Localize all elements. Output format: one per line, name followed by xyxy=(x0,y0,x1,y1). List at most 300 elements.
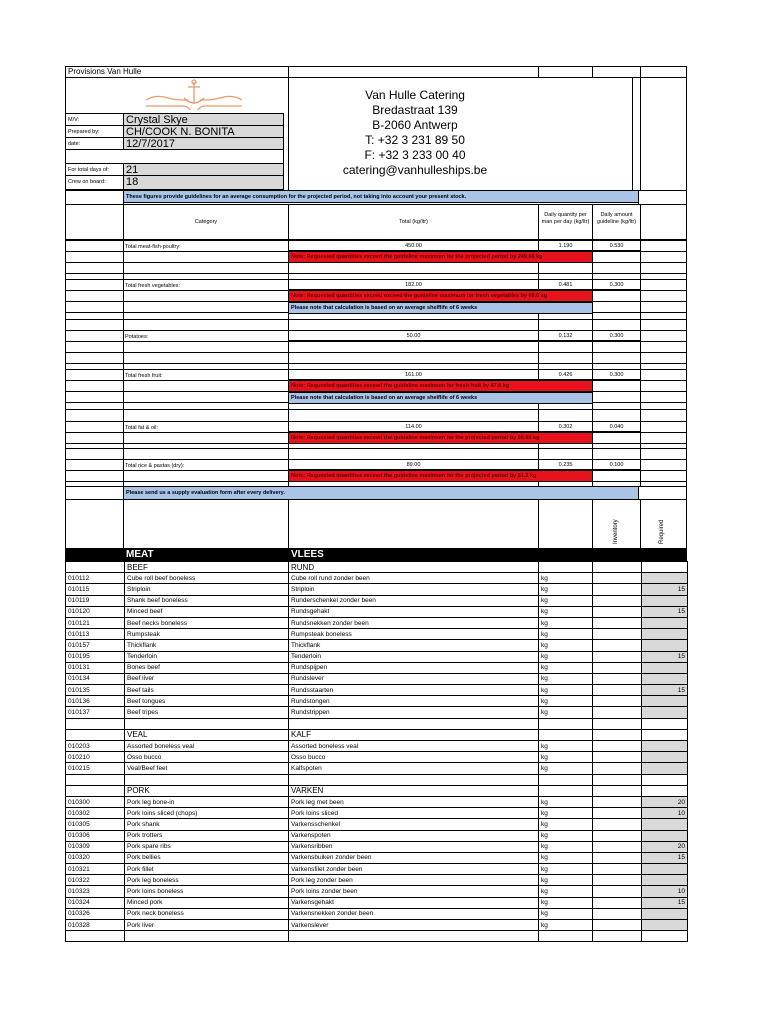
item-unit: kg xyxy=(539,886,593,897)
item-name-nl: Pork leg zonder been xyxy=(289,875,539,886)
inventory-input[interactable] xyxy=(593,696,642,707)
table-row xyxy=(66,707,688,718)
inventory-input[interactable] xyxy=(593,864,642,875)
guideline-label: Total rice & pastas (dry): xyxy=(125,463,185,469)
empty-cell xyxy=(539,718,593,729)
guideline-guide: 0.300 xyxy=(592,279,641,290)
item-unit: kg xyxy=(539,841,593,852)
table-row xyxy=(66,629,688,640)
item-name-nl: Pork loins zonder been xyxy=(289,886,539,897)
item-unit: kg xyxy=(539,595,593,606)
item-unit: kg xyxy=(539,752,593,763)
empty-cell xyxy=(642,931,688,942)
item-name-en: Pork leg bone-in xyxy=(125,796,289,807)
section-inv xyxy=(593,729,642,740)
inventory-input[interactable] xyxy=(593,908,642,919)
inventory-input[interactable] xyxy=(593,707,642,718)
item-name-nl: Runderschenkel zonder been xyxy=(289,595,539,606)
guideline-daily: 0.481 xyxy=(538,279,593,290)
inventory-input[interactable] xyxy=(593,584,642,595)
required-input[interactable]: 15 xyxy=(642,651,688,662)
table-row xyxy=(66,584,688,595)
col-daily-qty: Daily quantity per man per day (kg/ltr) xyxy=(538,204,593,240)
address-line-1: Van Hulle Catering xyxy=(365,88,465,102)
date-value[interactable]: 12/7/2017 xyxy=(123,137,284,150)
required-header xyxy=(640,499,687,549)
address-line-2: Bredastraat 139 xyxy=(372,103,458,117)
item-name-nl: Varkensgehakt xyxy=(289,897,539,908)
inventory-input[interactable] xyxy=(593,685,642,696)
item-unit: kg xyxy=(539,819,593,830)
item-name-nl: Rundsstaarten xyxy=(289,685,539,696)
guideline-right-blank xyxy=(638,190,687,205)
guideline-warning: Note: Requested quantities exceed the guideline maximum for fresh fruit by 47.6 kg xyxy=(288,380,593,392)
empty-cell xyxy=(289,931,539,942)
spacer-row xyxy=(66,718,688,729)
meat-title-en: MEAT xyxy=(126,549,154,560)
section-code xyxy=(66,729,125,740)
item-name-nl: Varkensnekken zonder been xyxy=(289,908,539,919)
inventory-input[interactable] xyxy=(593,662,642,673)
section-title-nl: VARKEN xyxy=(289,785,539,796)
section-inv xyxy=(593,785,642,796)
guideline-label: Potatoes: xyxy=(125,334,149,340)
section-code xyxy=(66,785,125,796)
item-name-en: Pork trotters xyxy=(125,830,289,841)
guideline-intro: These figures provide guidelines for an average consumption for the projected period, not taking into account your present stock. xyxy=(123,190,639,203)
section-header xyxy=(66,562,688,573)
item-name-nl: Osso bucco xyxy=(289,752,539,763)
item-name-nl: Varkensfilet zonder been xyxy=(289,864,539,875)
item-unit: kg xyxy=(539,763,593,774)
guideline-label: Total meat-fish-poultry: xyxy=(125,244,181,250)
inventory-input[interactable] xyxy=(593,573,642,584)
required-input[interactable]: 15 xyxy=(642,852,688,863)
item-unit: kg xyxy=(539,908,593,919)
table-row xyxy=(66,640,688,651)
item-unit: kg xyxy=(539,617,593,628)
item-code: 010322 xyxy=(66,875,125,886)
inventory-input[interactable] xyxy=(593,763,642,774)
item-name-nl: Varkensribben xyxy=(289,841,539,852)
item-code: 010215 xyxy=(66,763,125,774)
item-code: 010121 xyxy=(66,617,125,628)
item-name-en: Pork bellies xyxy=(125,852,289,863)
address-frame xyxy=(288,77,633,191)
item-code: 010195 xyxy=(66,651,125,662)
section-title-en: BEEF xyxy=(125,562,289,573)
gh-blank xyxy=(65,204,124,240)
empty-cell xyxy=(289,718,539,729)
table-row xyxy=(66,830,688,841)
item-name-nl: Varkensschenkel xyxy=(289,819,539,830)
address-line-3: B-2060 Antwerp xyxy=(372,118,458,132)
item-code: 010112 xyxy=(66,573,125,584)
section-code xyxy=(66,562,125,573)
table-row xyxy=(66,908,688,919)
invhdr-3 xyxy=(288,499,539,549)
guideline-daily: 0.426 xyxy=(538,369,593,380)
table-row xyxy=(66,763,688,774)
item-unit: kg xyxy=(539,796,593,807)
address-line-4: T: +32 3 231 89 50 xyxy=(365,133,465,147)
section-inv xyxy=(593,562,642,573)
item-name-nl: Assorted boneless veal xyxy=(289,741,539,752)
item-name-nl: Thickflank xyxy=(289,640,539,651)
meat-bar xyxy=(65,548,687,561)
item-name-nl: Varkensbuiken zonder been xyxy=(289,852,539,863)
item-unit: kg xyxy=(539,897,593,908)
guideline-total: 50.00 xyxy=(288,330,539,341)
empty-cell xyxy=(125,931,289,942)
item-code: 010135 xyxy=(66,685,125,696)
table-row xyxy=(66,796,688,807)
item-name-en: Shank beef boneless xyxy=(125,595,289,606)
inventory-input[interactable] xyxy=(593,595,642,606)
table-row xyxy=(66,808,688,819)
guideline-total: 114.00 xyxy=(288,421,539,432)
col-total: Total (kg/ltr) xyxy=(288,204,539,240)
col-category: Category xyxy=(123,204,289,240)
item-code: 010326 xyxy=(66,908,125,919)
item-code: 010136 xyxy=(66,696,125,707)
inventory-input[interactable] xyxy=(593,808,642,819)
required-input[interactable]: 15 xyxy=(642,897,688,908)
invhdr-1 xyxy=(65,499,124,549)
required-input[interactable] xyxy=(642,920,688,931)
item-name-nl: Cube roll rund zonder been xyxy=(289,573,539,584)
item-name-en: Beef liver xyxy=(125,673,289,684)
inventory-label: Inventory xyxy=(613,519,619,544)
inventory-input[interactable] xyxy=(593,752,642,763)
inventory-input[interactable] xyxy=(593,606,642,617)
blank-info-row xyxy=(65,149,284,164)
item-unit: kg xyxy=(539,852,593,863)
item-code: 010115 xyxy=(66,584,125,595)
guideline-guide: 0.100 xyxy=(592,459,641,470)
required-input[interactable] xyxy=(642,707,688,718)
section-title-nl: RUND xyxy=(289,562,539,573)
required-input[interactable] xyxy=(642,595,688,606)
section-title-en: PORK xyxy=(125,785,289,796)
col-daily-amt: Daily amount guideline (kg/ltr) xyxy=(592,204,641,240)
inventory-input[interactable] xyxy=(593,629,642,640)
table-row xyxy=(66,741,688,752)
inventory-input[interactable] xyxy=(593,651,642,662)
empty-cell xyxy=(593,718,642,729)
inventory-input[interactable] xyxy=(593,852,642,863)
item-name-nl: Tenderloin xyxy=(289,651,539,662)
required-label: Required xyxy=(659,519,665,544)
item-name-nl: Rundspijpen xyxy=(289,662,539,673)
item-name-en: Pork spare ribs xyxy=(125,841,289,852)
meat-title-nl: VLEES xyxy=(291,549,324,560)
prepared-label: Prepared by: xyxy=(65,125,124,138)
empty-cell xyxy=(642,774,688,785)
table-row xyxy=(66,696,688,707)
table-row xyxy=(66,875,688,886)
prepared-value[interactable]: CH/COOK N. BONITA xyxy=(123,125,284,138)
inventory-input[interactable] xyxy=(593,920,642,931)
required-input[interactable] xyxy=(642,908,688,919)
guideline-total: 89.00 xyxy=(288,459,539,470)
item-name-nl: Kalfspoten xyxy=(289,763,539,774)
item-code: 010321 xyxy=(66,864,125,875)
item-unit: kg xyxy=(539,808,593,819)
item-name-en: Assorted boneless veal xyxy=(125,741,289,752)
required-input[interactable] xyxy=(642,573,688,584)
guideline-guide: 0.040 xyxy=(592,421,641,432)
required-input[interactable] xyxy=(642,864,688,875)
invhdr-2 xyxy=(123,499,289,549)
required-input[interactable] xyxy=(642,830,688,841)
empty-cell xyxy=(66,718,125,729)
guideline-label: Total fresh fruit: xyxy=(125,373,163,379)
item-name-nl: Striploin xyxy=(289,584,539,595)
item-code: 010309 xyxy=(66,841,125,852)
inventory-input[interactable] xyxy=(593,897,642,908)
section-title-en: VEAL xyxy=(125,729,289,740)
table-row xyxy=(66,897,688,908)
required-input[interactable]: 15 xyxy=(642,685,688,696)
required-input[interactable]: 20 xyxy=(642,796,688,807)
table-row xyxy=(66,673,688,684)
item-unit: kg xyxy=(539,920,593,931)
inventory-header xyxy=(592,499,641,549)
guideline-warning: Note: Requested quantities exceed exceed the guideline maximum for fresh vegetables by 68.6 kg xyxy=(288,290,593,302)
item-unit: kg xyxy=(539,662,593,673)
item-name-en: Thickflank xyxy=(125,640,289,651)
header-right-frame xyxy=(640,77,687,191)
inventory-input[interactable] xyxy=(593,875,642,886)
item-code: 010119 xyxy=(66,595,125,606)
item-name-en: Osso bucco xyxy=(125,752,289,763)
item-code: 010137 xyxy=(66,707,125,718)
empty-cell xyxy=(642,718,688,729)
table-row xyxy=(66,864,688,875)
table-row xyxy=(66,606,688,617)
item-name-en: Pork neck boneless xyxy=(125,908,289,919)
item-unit: kg xyxy=(539,864,593,875)
item-unit: kg xyxy=(539,741,593,752)
item-unit: kg xyxy=(539,685,593,696)
empty-cell xyxy=(539,931,593,942)
item-name-en: Pork loins boneless xyxy=(125,886,289,897)
guideline-guide: 0.530 xyxy=(592,240,641,251)
table-row xyxy=(66,752,688,763)
item-name-en: Tenderloin xyxy=(125,651,289,662)
table-row xyxy=(66,920,688,931)
table-row xyxy=(66,819,688,830)
table-row xyxy=(66,852,688,863)
item-unit: kg xyxy=(539,640,593,651)
guideline-total: 182.00 xyxy=(288,279,539,290)
required-input[interactable]: 10 xyxy=(642,886,688,897)
item-name-nl: Varkenspoten xyxy=(289,830,539,841)
required-input[interactable] xyxy=(642,662,688,673)
inventory-input[interactable] xyxy=(593,640,642,651)
item-code: 010210 xyxy=(66,752,125,763)
crew-label: Crew on board: xyxy=(65,175,124,190)
section-unit xyxy=(539,729,593,740)
empty-cell xyxy=(593,931,642,942)
gh-right xyxy=(640,204,687,240)
item-name-nl: Rumpsteak boneless xyxy=(289,629,539,640)
item-code: 010306 xyxy=(66,830,125,841)
item-unit: kg xyxy=(539,606,593,617)
crew-value[interactable]: 18 xyxy=(123,175,284,190)
item-name-nl: Rundslever xyxy=(289,673,539,684)
section-req xyxy=(642,729,688,740)
item-name-en: Cube roll beef boneless xyxy=(125,573,289,584)
guideline-label: Total fat & oil: xyxy=(125,425,159,431)
inventory-input[interactable] xyxy=(593,886,642,897)
item-name-en: Beef tails xyxy=(125,685,289,696)
item-code: 010305 xyxy=(66,819,125,830)
item-name-en: Pork liver xyxy=(125,920,289,931)
item-code: 010323 xyxy=(66,886,125,897)
date-label: date: xyxy=(65,137,124,150)
required-input[interactable] xyxy=(642,875,688,886)
guideline-guide: 0.300 xyxy=(592,369,641,380)
empty-cell xyxy=(539,774,593,785)
guideline-daily: 1.190 xyxy=(538,240,593,251)
inventory-input[interactable] xyxy=(593,830,642,841)
item-code: 010320 xyxy=(66,852,125,863)
guideline-daily: 0.235 xyxy=(538,459,593,470)
item-name-en: Beef tongues xyxy=(125,696,289,707)
section-title-nl: KALF xyxy=(289,729,539,740)
items-table xyxy=(65,561,688,942)
required-input[interactable] xyxy=(642,741,688,752)
table-row xyxy=(66,841,688,852)
inventory-input[interactable] xyxy=(593,796,642,807)
required-input[interactable] xyxy=(642,673,688,684)
empty-cell xyxy=(593,774,642,785)
item-code: 010300 xyxy=(66,796,125,807)
item-name-en: Minced pork xyxy=(125,897,289,908)
table-row xyxy=(66,685,688,696)
guideline-total: 450.00 xyxy=(288,240,539,251)
item-name-en: Beef tripes xyxy=(125,707,289,718)
item-code: 010113 xyxy=(66,629,125,640)
empty-cell xyxy=(125,718,289,729)
mv-value[interactable]: Crystal Skye xyxy=(123,113,284,126)
days-value[interactable]: 21 xyxy=(123,163,284,176)
spacer-row xyxy=(66,931,688,942)
empty-cell xyxy=(289,774,539,785)
item-name-en: Pork fillet xyxy=(125,864,289,875)
item-name-en: Striploin xyxy=(125,584,289,595)
guideline-warning: Note: Requested quantities exceed the guideline maximum for the projected period by 98.88 kg xyxy=(288,432,593,444)
inventory-input[interactable] xyxy=(593,673,642,684)
required-input[interactable]: 20 xyxy=(642,841,688,852)
required-input[interactable] xyxy=(642,819,688,830)
guideline-label: Total fresh vegetables: xyxy=(125,283,181,289)
item-name-en: Pork leg boneless xyxy=(125,875,289,886)
address-line-6: catering@vanhulleships.be xyxy=(342,163,488,177)
section-req xyxy=(642,562,688,573)
section-req xyxy=(642,785,688,796)
item-unit: kg xyxy=(539,629,593,640)
item-name-nl: Rundstrippen xyxy=(289,707,539,718)
shelflife-note: Please note that calculation is based on an average shelflife of 6 weeks xyxy=(288,302,593,314)
item-name-en: Pork loins sliced (chops) xyxy=(125,808,289,819)
required-input[interactable]: 15 xyxy=(642,584,688,595)
required-input[interactable] xyxy=(642,763,688,774)
empty-cell xyxy=(66,774,125,785)
required-input[interactable] xyxy=(642,696,688,707)
inventory-input[interactable] xyxy=(593,741,642,752)
empty-cell xyxy=(125,774,289,785)
item-name-nl: Pork loins sliced xyxy=(289,808,539,819)
item-code: 010134 xyxy=(66,673,125,684)
table-row xyxy=(66,573,688,584)
inventory-input[interactable] xyxy=(593,819,642,830)
item-name-nl: Pork leg met been xyxy=(289,796,539,807)
item-name-nl: Rundsgehakt xyxy=(289,606,539,617)
item-unit: kg xyxy=(539,696,593,707)
required-input[interactable] xyxy=(642,752,688,763)
section-unit xyxy=(539,785,593,796)
required-input[interactable]: 15 xyxy=(642,606,688,617)
spacer-row xyxy=(66,774,688,785)
section-header xyxy=(66,785,688,796)
inventory-input[interactable] xyxy=(593,617,642,628)
item-name-en: Bones beef xyxy=(125,662,289,673)
guideline-daily: 0.132 xyxy=(538,330,593,341)
table-row xyxy=(66,662,688,673)
guideline-guide: 0.300 xyxy=(592,330,641,341)
company-title: Provisions Van Hulle xyxy=(68,67,142,76)
item-unit: kg xyxy=(539,651,593,662)
required-input[interactable] xyxy=(642,617,688,628)
table-row xyxy=(66,617,688,628)
empty-cell xyxy=(66,931,125,942)
item-code: 010302 xyxy=(66,808,125,819)
table-row xyxy=(66,651,688,662)
item-name-en: Rumpsteak xyxy=(125,629,289,640)
item-unit: kg xyxy=(539,584,593,595)
item-name-nl: Varkenslever xyxy=(289,920,539,931)
item-name-en: Pork shank xyxy=(125,819,289,830)
section-unit xyxy=(539,562,593,573)
guideline-warning: Note: Requested quantities exceed the guideline maximum for the projected period by 51.2 kg xyxy=(288,470,593,482)
item-name-en: Veal/Beef feet xyxy=(125,763,289,774)
table-row xyxy=(66,886,688,897)
mv-label: M/V: xyxy=(65,113,124,126)
eval-right xyxy=(638,486,687,500)
inventory-input[interactable] xyxy=(593,841,642,852)
guideline-total: 161.00 xyxy=(288,369,539,380)
item-name-en: Beef necks boneless xyxy=(125,617,289,628)
invhdr-4 xyxy=(538,499,593,549)
required-input[interactable] xyxy=(642,640,688,651)
item-name-nl: Rundsnekken zonder been xyxy=(289,617,539,628)
required-input[interactable]: 10 xyxy=(642,808,688,819)
required-input[interactable] xyxy=(642,629,688,640)
item-code: 010120 xyxy=(66,606,125,617)
item-code: 010157 xyxy=(66,640,125,651)
item-unit: kg xyxy=(539,673,593,684)
item-name-nl: Rundstongen xyxy=(289,696,539,707)
item-code: 010131 xyxy=(66,662,125,673)
guideline-daily: 0.302 xyxy=(538,421,593,432)
item-unit: kg xyxy=(539,875,593,886)
days-label: For total days of: xyxy=(65,163,124,176)
guideline-left-blank xyxy=(65,190,124,205)
shelflife-note: Please note that calculation is based on an average shelflife of 6 weeks xyxy=(288,392,593,404)
